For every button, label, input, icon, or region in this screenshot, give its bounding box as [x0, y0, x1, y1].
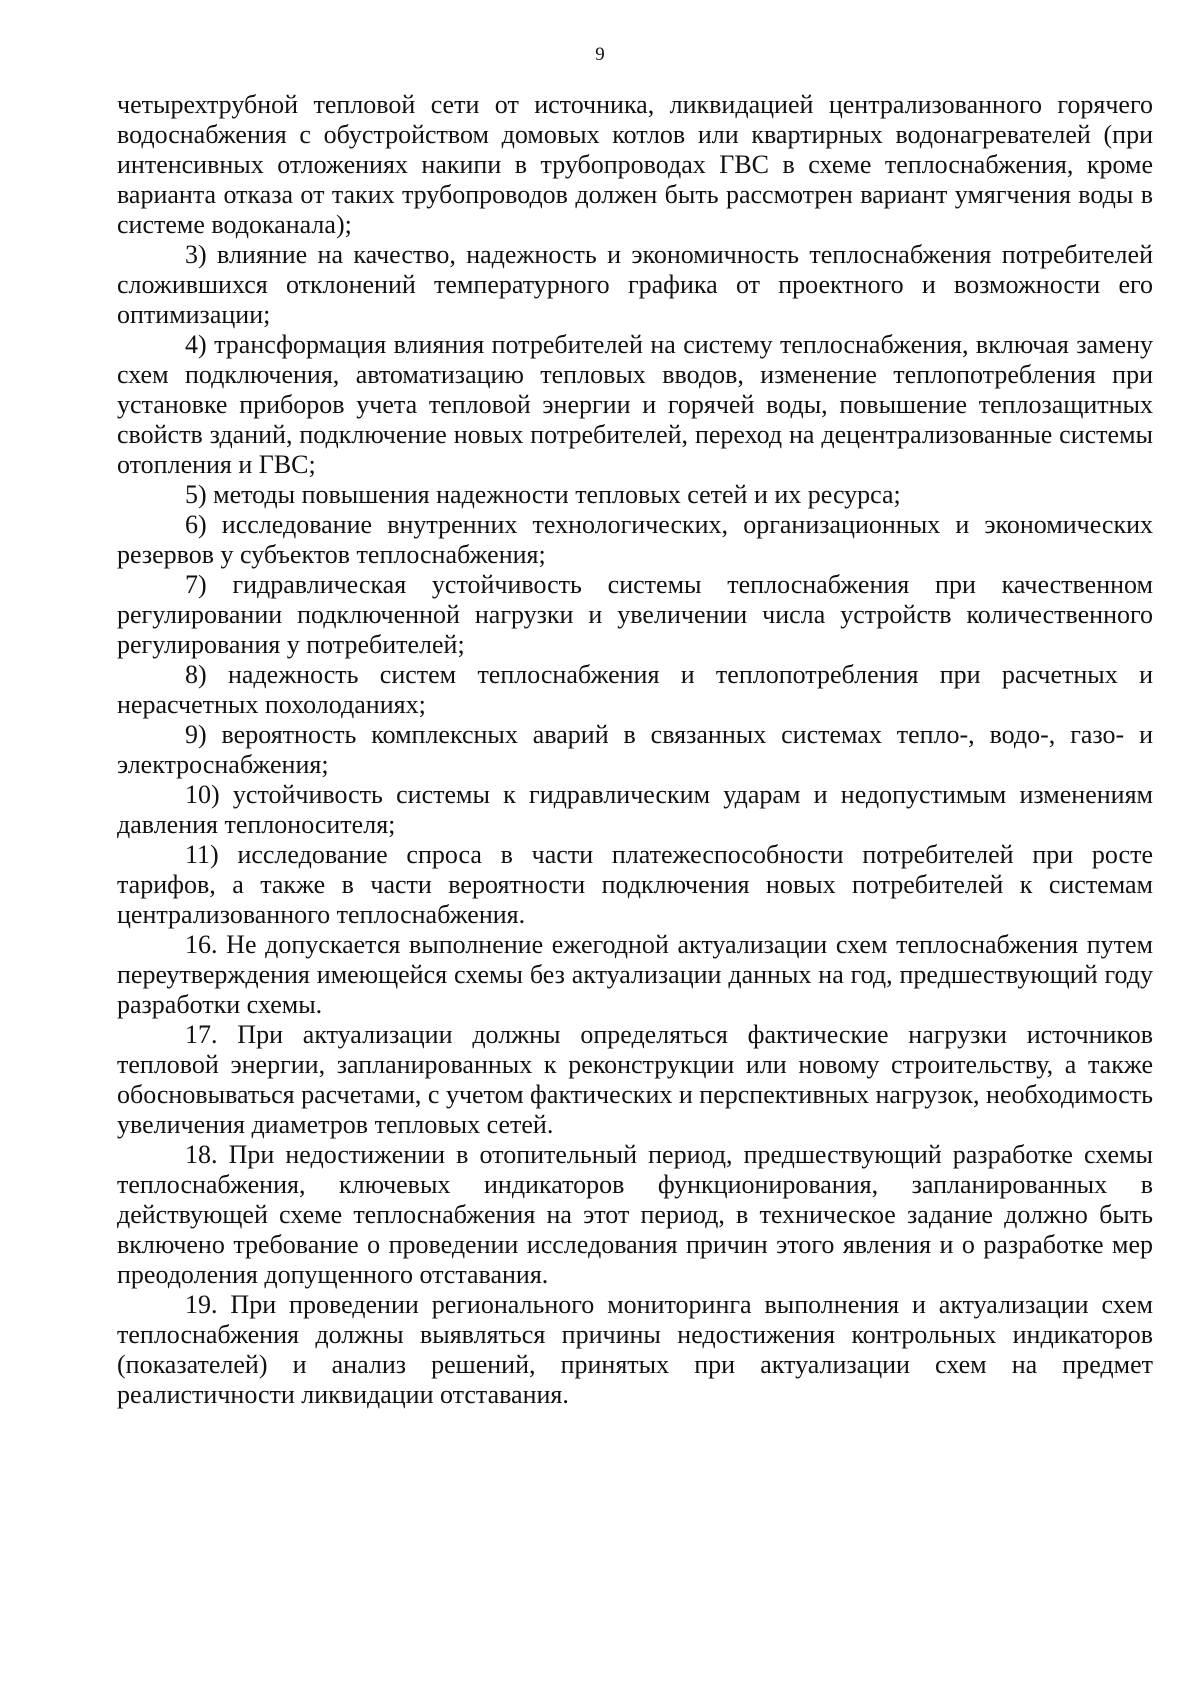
- list-item-3: 3) влияние на качество, надежность и экономичность теплоснабжения потребителей сложившихся отклонений температурного графика от проектного и возможности его оптимизации;: [117, 240, 1153, 329]
- clause-18: 18. При недостижении в отопительный период, предшествующий разработке схемы теплоснабжения, ключевых индикаторов функционирования, запланированных в действующей схеме теплоснабжения на этот период, в техническое задание должно быть включено требование о проведении исследования причин этого явления и о разработке мер преодоления допущенного отставания.: [117, 1140, 1153, 1289]
- document-body: [117, 90, 1153, 1410]
- page-number: 9: [595, 44, 605, 65]
- list-item-9: 9) вероятность комплексных аварий в связанных системах тепло-, водо-, газо- и электроснабжения;: [117, 720, 1153, 779]
- clause-17: 17. При актуализации должны определяться фактические нагрузки источников тепловой энергии, запланированных к реконструкции или новому строительству, а также обосновываться расчетами, с учетом фактических и перспективных нагрузок, необходимость увеличения диаметров тепловых сетей.: [117, 1020, 1153, 1139]
- list-item-7: 7) гидравлическая устойчивость системы теплоснабжения при качественном регулировании подключенной нагрузки и увеличении числа устройств количественного регулирования у потребителей;: [117, 570, 1153, 659]
- list-item-4: 4) трансформация влияния потребителей на систему теплоснабжения, включая замену схем подключения, автоматизацию тепловых вводов, изменение теплопотребления при установке приборов учета тепловой энергии и горячей воды, повышение теплозащитных свойств зданий, подключение новых потребителей, переход на децентрализованные системы отопления и ГВС;: [117, 330, 1153, 479]
- list-item-8: 8) надежность систем теплоснабжения и теплопотребления при расчетных и нерасчетных похолоданиях;: [117, 660, 1153, 719]
- list-item-6: 6) исследование внутренних технологических, организационных и экономических резервов у субъектов теплоснабжения;: [117, 510, 1153, 569]
- clause-16: 16. Не допускается выполнение ежегодной актуализации схем теплоснабжения путем переутверждения имеющейся схемы без актуализации данных на год, предшествующий году разработки схемы.: [117, 930, 1153, 1019]
- list-item-11: 11) исследование спроса в части платежеспособности потребителей при росте тарифов, а также в части вероятности подключения новых потребителей к системам централизованного теплоснабжения.: [117, 840, 1153, 929]
- clause-19: 19. При проведении регионального мониторинга выполнения и актуализации схем теплоснабжения должны выявляться причины недостижения контрольных индикаторов (показателей) и анализ решений, принятых при актуализации схем на предмет реалистичности ликвидации отставания.: [117, 1290, 1153, 1409]
- paragraph-continuation: четырехтрубной тепловой сети от источника, ликвидацией централизованного горячего водоснабжения с обустройством домовых котлов или квартирных водонагревателей (при интенсивных отложениях накипи в трубопроводах ГВС в схеме теплоснабжения, кроме варианта отказа от таких трубопроводов должен быть рассмотрен вариант умягчения воды в системе водоканала);: [117, 90, 1153, 239]
- list-item-10: 10) устойчивость системы к гидравлическим ударам и недопустимым изменениям давления теплоносителя;: [117, 780, 1153, 839]
- list-item-5: 5) методы повышения надежности тепловых сетей и их ресурса;: [185, 480, 901, 509]
